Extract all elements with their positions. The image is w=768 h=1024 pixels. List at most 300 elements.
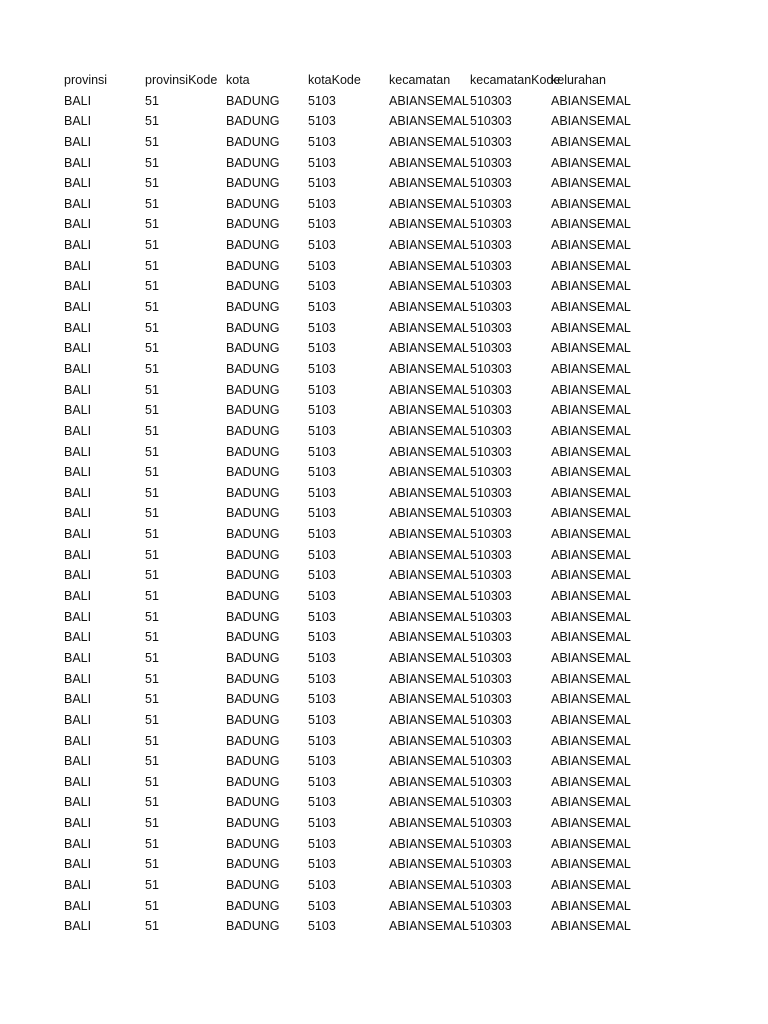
table-cell[interactable]: 5103 (308, 609, 336, 624)
table-cell[interactable]: ABIANSEMAL (551, 300, 631, 315)
table-cell[interactable]: ABIANSEMAL (551, 196, 631, 211)
table-cell[interactable]: 51 (145, 857, 159, 872)
table-cell[interactable]: ABIANSEMAL (551, 93, 631, 108)
table-cell[interactable]: 5103 (308, 196, 336, 211)
table-cell[interactable]: BALI (64, 217, 92, 232)
table-cell[interactable]: 5103 (308, 527, 336, 542)
table-cell[interactable]: BALI (64, 134, 92, 149)
table-cell[interactable]: 5103 (308, 547, 336, 562)
table-cell[interactable]: ABIANSEMAL (389, 465, 469, 480)
table-cell[interactable]: ABIANSEMAL (551, 320, 631, 335)
table-cell[interactable]: ABIANSEMAL (551, 423, 631, 438)
table-cell[interactable]: 51 (145, 361, 159, 376)
table-cell[interactable]: 510303 (470, 547, 512, 562)
column-header[interactable]: provinsiKode (145, 73, 218, 87)
table-cell[interactable]: 51 (145, 403, 159, 418)
table-row (64, 669, 704, 690)
table-cell[interactable]: BADUNG (226, 485, 280, 500)
table-cell[interactable]: ABIANSEMAL (389, 444, 469, 459)
table-cell[interactable]: 510303 (470, 258, 512, 273)
table-cell[interactable]: 51 (145, 568, 159, 583)
table-cell[interactable]: ABIANSEMAL (389, 258, 469, 273)
table-cell[interactable]: BADUNG (226, 589, 280, 604)
table-cell[interactable]: 5103 (308, 671, 336, 686)
table-cell[interactable]: BALI (64, 733, 92, 748)
table-cell[interactable]: 5103 (308, 692, 336, 707)
table-cell[interactable]: 510303 (470, 836, 512, 851)
table-cell[interactable]: 51 (145, 547, 159, 562)
table-cell[interactable]: ABIANSEMAL (389, 609, 469, 624)
table-cell[interactable]: 5103 (308, 300, 336, 315)
table-cell[interactable]: 5103 (308, 114, 336, 129)
table-cell[interactable]: ABIANSEMAL (551, 382, 631, 397)
table-cell[interactable]: ABIANSEMAL (389, 320, 469, 335)
table-cell[interactable]: BADUNG (226, 650, 280, 665)
table-cell[interactable]: ABIANSEMAL (389, 857, 469, 872)
table-cell[interactable]: BADUNG (226, 217, 280, 232)
table-cell[interactable]: ABIANSEMAL (551, 774, 631, 789)
table-cell[interactable]: 51 (145, 877, 159, 892)
table-cell[interactable]: 51 (145, 506, 159, 521)
table-cell[interactable]: ABIANSEMAL (551, 568, 631, 583)
table-cell[interactable]: BADUNG (226, 114, 280, 129)
table-cell[interactable]: 5103 (308, 877, 336, 892)
table-cell[interactable]: 5103 (308, 238, 336, 253)
table-cell[interactable]: 51 (145, 196, 159, 211)
table-cell[interactable]: 510303 (470, 341, 512, 356)
table-cell[interactable]: 51 (145, 589, 159, 604)
table-cell[interactable]: ABIANSEMAL (551, 754, 631, 769)
table-cell[interactable]: BADUNG (226, 857, 280, 872)
table-cell[interactable]: 51 (145, 733, 159, 748)
table-cell[interactable]: 5103 (308, 382, 336, 397)
table-cell[interactable]: 51 (145, 423, 159, 438)
table-cell[interactable]: BADUNG (226, 877, 280, 892)
table-cell[interactable]: ABIANSEMAL (551, 176, 631, 191)
table-cell[interactable]: ABIANSEMAL (389, 196, 469, 211)
table-cell[interactable]: BALI (64, 361, 92, 376)
table-cell[interactable]: ABIANSEMAL (551, 279, 631, 294)
table-cell[interactable]: 51 (145, 527, 159, 542)
table-cell[interactable]: 51 (145, 382, 159, 397)
table-cell[interactable]: 51 (145, 444, 159, 459)
table-cell[interactable]: ABIANSEMAL (389, 733, 469, 748)
table-cell[interactable]: 5103 (308, 341, 336, 356)
table-cell[interactable]: 51 (145, 836, 159, 851)
table-cell[interactable]: ABIANSEMAL (551, 836, 631, 851)
table-cell[interactable]: ABIANSEMAL (389, 300, 469, 315)
table-cell[interactable]: 51 (145, 650, 159, 665)
table-cell[interactable]: ABIANSEMAL (551, 361, 631, 376)
table-cell[interactable]: 51 (145, 898, 159, 913)
table-cell[interactable]: ABIANSEMAL (551, 609, 631, 624)
table-cell[interactable]: ABIANSEMAL (551, 795, 631, 810)
table-cell[interactable]: BALI (64, 609, 92, 624)
table-cell[interactable]: ABIANSEMAL (389, 93, 469, 108)
table-cell[interactable]: BALI (64, 279, 92, 294)
table-cell[interactable]: ABIANSEMAL (389, 527, 469, 542)
table-cell[interactable]: 510303 (470, 444, 512, 459)
table-cell[interactable]: ABIANSEMAL (389, 650, 469, 665)
table-cell[interactable]: 51 (145, 93, 159, 108)
table-cell[interactable]: BALI (64, 444, 92, 459)
table-cell[interactable]: 5103 (308, 816, 336, 831)
table-row (64, 524, 704, 545)
table-cell[interactable]: 510303 (470, 857, 512, 872)
table-cell[interactable]: 510303 (470, 238, 512, 253)
table-cell[interactable]: 51 (145, 279, 159, 294)
table-cell[interactable]: BADUNG (226, 816, 280, 831)
table-cell[interactable]: BALI (64, 816, 92, 831)
table-cell[interactable]: BADUNG (226, 238, 280, 253)
table-cell[interactable]: ABIANSEMAL (551, 877, 631, 892)
table-cell[interactable]: BALI (64, 506, 92, 521)
table-cell[interactable]: 5103 (308, 134, 336, 149)
table-cell[interactable]: ABIANSEMAL (389, 217, 469, 232)
table-cell[interactable]: 5103 (308, 485, 336, 500)
table-cell[interactable]: BALI (64, 155, 92, 170)
table-cell[interactable]: 510303 (470, 423, 512, 438)
table-cell[interactable]: 510303 (470, 692, 512, 707)
table-cell[interactable]: 5103 (308, 898, 336, 913)
table-cell[interactable]: BALI (64, 320, 92, 335)
table-cell[interactable]: 510303 (470, 774, 512, 789)
column-header[interactable]: kelurahan (551, 73, 606, 87)
table-cell[interactable]: 510303 (470, 589, 512, 604)
table-cell[interactable]: 510303 (470, 403, 512, 418)
table-cell[interactable]: ABIANSEMAL (551, 857, 631, 872)
table-cell[interactable]: 510303 (470, 733, 512, 748)
table-cell[interactable]: 51 (145, 485, 159, 500)
table-cell[interactable]: BALI (64, 527, 92, 542)
table-cell[interactable]: BADUNG (226, 93, 280, 108)
table-cell[interactable]: 510303 (470, 795, 512, 810)
table-cell[interactable]: 510303 (470, 279, 512, 294)
table-cell[interactable]: BADUNG (226, 568, 280, 583)
table-cell[interactable]: ABIANSEMAL (389, 589, 469, 604)
column-header[interactable]: kota (226, 73, 250, 87)
table-cell[interactable]: ABIANSEMAL (551, 238, 631, 253)
table-cell[interactable]: BALI (64, 898, 92, 913)
table-cell[interactable]: BALI (64, 547, 92, 562)
table-cell[interactable]: 51 (145, 300, 159, 315)
table-cell[interactable]: BADUNG (226, 733, 280, 748)
table-cell[interactable]: ABIANSEMAL (389, 630, 469, 645)
table-cell[interactable]: 5103 (308, 650, 336, 665)
table-cell[interactable]: 5103 (308, 795, 336, 810)
table-cell[interactable]: ABIANSEMAL (551, 403, 631, 418)
table-cell[interactable]: 5103 (308, 589, 336, 604)
table-cell[interactable]: ABIANSEMAL (389, 176, 469, 191)
table-cell[interactable]: BALI (64, 877, 92, 892)
table-cell[interactable]: BADUNG (226, 506, 280, 521)
table-cell[interactable]: 510303 (470, 382, 512, 397)
table-cell[interactable]: BALI (64, 712, 92, 727)
table-cell[interactable]: BADUNG (226, 134, 280, 149)
table-cell[interactable]: 5103 (308, 444, 336, 459)
table-cell[interactable]: 51 (145, 176, 159, 191)
table-cell[interactable]: 5103 (308, 217, 336, 232)
table-cell[interactable]: 51 (145, 816, 159, 831)
table-row (64, 297, 704, 318)
table-cell[interactable]: 51 (145, 630, 159, 645)
table-cell[interactable]: ABIANSEMAL (551, 155, 631, 170)
table-cell[interactable]: ABIANSEMAL (389, 238, 469, 253)
table-cell[interactable]: 5103 (308, 568, 336, 583)
table-cell[interactable]: 510303 (470, 671, 512, 686)
table-cell[interactable]: 51 (145, 712, 159, 727)
table-cell[interactable]: BADUNG (226, 671, 280, 686)
table-cell[interactable]: BALI (64, 754, 92, 769)
table-cell[interactable]: ABIANSEMAL (389, 341, 469, 356)
table-cell[interactable]: BADUNG (226, 196, 280, 211)
table-cell[interactable]: ABIANSEMAL (389, 423, 469, 438)
table-cell[interactable]: 5103 (308, 919, 336, 934)
table-cell[interactable]: 510303 (470, 568, 512, 583)
table-cell[interactable]: ABIANSEMAL (389, 712, 469, 727)
table-cell[interactable]: BALI (64, 589, 92, 604)
table-cell[interactable]: ABIANSEMAL (551, 258, 631, 273)
table-cell[interactable]: 51 (145, 754, 159, 769)
table-cell[interactable]: 51 (145, 774, 159, 789)
table-cell[interactable]: ABIANSEMAL (551, 692, 631, 707)
table-cell[interactable]: ABIANSEMAL (551, 217, 631, 232)
table-cell[interactable]: 51 (145, 919, 159, 934)
table-cell[interactable]: ABIANSEMAL (389, 382, 469, 397)
table-cell[interactable]: 5103 (308, 506, 336, 521)
table-cell[interactable]: 510303 (470, 217, 512, 232)
table-cell[interactable]: ABIANSEMAL (551, 919, 631, 934)
table-cell[interactable]: ABIANSEMAL (389, 403, 469, 418)
table-cell[interactable]: ABIANSEMAL (389, 485, 469, 500)
table-cell[interactable]: BADUNG (226, 382, 280, 397)
table-cell[interactable]: ABIANSEMAL (389, 774, 469, 789)
table-cell[interactable]: BALI (64, 774, 92, 789)
table-cell[interactable]: ABIANSEMAL (389, 671, 469, 686)
table-cell[interactable]: ABIANSEMAL (551, 630, 631, 645)
table-cell[interactable]: BADUNG (226, 341, 280, 356)
table-cell[interactable]: ABIANSEMAL (551, 134, 631, 149)
table-cell[interactable]: BADUNG (226, 547, 280, 562)
table-cell[interactable]: 5103 (308, 279, 336, 294)
table-cell[interactable]: 510303 (470, 527, 512, 542)
table-cell[interactable]: 5103 (308, 361, 336, 376)
table-cell[interactable]: 5103 (308, 403, 336, 418)
table-cell[interactable]: BALI (64, 176, 92, 191)
table-cell[interactable]: ABIANSEMAL (389, 568, 469, 583)
table-cell[interactable]: 51 (145, 465, 159, 480)
table-cell[interactable]: BADUNG (226, 155, 280, 170)
table-cell[interactable]: BADUNG (226, 258, 280, 273)
table-cell[interactable]: ABIANSEMAL (551, 465, 631, 480)
table-cell[interactable]: BALI (64, 650, 92, 665)
table-cell[interactable]: BADUNG (226, 609, 280, 624)
table-cell[interactable]: 5103 (308, 258, 336, 273)
table-cell[interactable]: ABIANSEMAL (389, 754, 469, 769)
table-cell[interactable]: ABIANSEMAL (551, 589, 631, 604)
table-cell[interactable]: BALI (64, 238, 92, 253)
table-cell[interactable]: ABIANSEMAL (551, 671, 631, 686)
column-header[interactable]: provinsi (64, 73, 108, 87)
table-cell[interactable]: 51 (145, 114, 159, 129)
table-cell[interactable]: BALI (64, 465, 92, 480)
column-header[interactable]: kecamatanKode (470, 73, 561, 87)
table-cell[interactable]: 5103 (308, 712, 336, 727)
table-cell[interactable]: 5103 (308, 93, 336, 108)
table-cell[interactable]: BALI (64, 382, 92, 397)
table-cell[interactable]: 5103 (308, 423, 336, 438)
table-cell[interactable]: BALI (64, 671, 92, 686)
table-cell[interactable]: ABIANSEMAL (551, 816, 631, 831)
table-cell[interactable]: 510303 (470, 485, 512, 500)
table-cell[interactable]: BADUNG (226, 320, 280, 335)
table-cell[interactable]: BADUNG (226, 630, 280, 645)
table-cell[interactable]: 510303 (470, 114, 512, 129)
table-cell[interactable]: BADUNG (226, 692, 280, 707)
table-cell[interactable]: 5103 (308, 733, 336, 748)
table-cell[interactable]: ABIANSEMAL (551, 650, 631, 665)
table-cell[interactable]: ABIANSEMAL (551, 712, 631, 727)
table-cell[interactable]: 51 (145, 609, 159, 624)
table-cell[interactable]: 5103 (308, 836, 336, 851)
table-cell[interactable]: 510303 (470, 898, 512, 913)
table-cell[interactable]: ABIANSEMAL (389, 919, 469, 934)
table-cell[interactable]: BADUNG (226, 300, 280, 315)
table-cell[interactable]: 510303 (470, 176, 512, 191)
table-cell[interactable]: 51 (145, 258, 159, 273)
table-cell[interactable]: BALI (64, 919, 92, 934)
table-cell[interactable]: ABIANSEMAL (389, 279, 469, 294)
table-cell[interactable]: BADUNG (226, 836, 280, 851)
table-cell[interactable]: BADUNG (226, 774, 280, 789)
table-cell[interactable]: 5103 (308, 857, 336, 872)
table-cell[interactable]: BALI (64, 692, 92, 707)
table-cell[interactable]: 5103 (308, 155, 336, 170)
table-cell[interactable]: 510303 (470, 650, 512, 665)
table-cell[interactable]: ABIANSEMAL (551, 506, 631, 521)
table-cell[interactable]: 5103 (308, 630, 336, 645)
table-cell[interactable]: ABIANSEMAL (551, 898, 631, 913)
table-cell[interactable]: ABIANSEMAL (389, 114, 469, 129)
table-cell[interactable]: BALI (64, 93, 92, 108)
table-cell[interactable]: BADUNG (226, 919, 280, 934)
table-cell[interactable]: BALI (64, 568, 92, 583)
table-cell[interactable]: 510303 (470, 196, 512, 211)
table-cell[interactable]: 51 (145, 238, 159, 253)
table-cell[interactable]: BADUNG (226, 465, 280, 480)
table-cell[interactable]: BALI (64, 403, 92, 418)
table-row (64, 400, 704, 421)
table-cell[interactable]: ABIANSEMAL (389, 547, 469, 562)
table-cell[interactable]: BADUNG (226, 176, 280, 191)
table-cell[interactable]: BALI (64, 857, 92, 872)
table-cell[interactable]: BADUNG (226, 754, 280, 769)
table-cell[interactable]: BALI (64, 836, 92, 851)
table-cell[interactable]: ABIANSEMAL (389, 836, 469, 851)
table-cell[interactable]: 510303 (470, 320, 512, 335)
table-cell[interactable]: ABIANSEMAL (389, 155, 469, 170)
table-cell[interactable]: ABIANSEMAL (389, 361, 469, 376)
table-cell[interactable]: BADUNG (226, 423, 280, 438)
table-cell[interactable]: ABIANSEMAL (389, 795, 469, 810)
table-cell[interactable]: 510303 (470, 919, 512, 934)
table-cell[interactable]: BALI (64, 258, 92, 273)
table-cell[interactable]: BADUNG (226, 361, 280, 376)
table-cell[interactable]: 510303 (470, 630, 512, 645)
table-cell[interactable]: 51 (145, 341, 159, 356)
table-cell[interactable]: 510303 (470, 816, 512, 831)
table-cell[interactable]: 510303 (470, 754, 512, 769)
table-cell[interactable]: ABIANSEMAL (551, 733, 631, 748)
table-cell[interactable]: 5103 (308, 774, 336, 789)
table-cell[interactable]: 510303 (470, 465, 512, 480)
table-cell[interactable]: ABIANSEMAL (389, 134, 469, 149)
table-cell[interactable]: 510303 (470, 712, 512, 727)
column-header[interactable]: kotaKode (308, 73, 361, 87)
table-cell[interactable]: BADUNG (226, 279, 280, 294)
table-cell[interactable]: 51 (145, 795, 159, 810)
table-cell[interactable]: 51 (145, 155, 159, 170)
table-cell[interactable]: ABIANSEMAL (551, 527, 631, 542)
table-cell[interactable]: ABIANSEMAL (551, 444, 631, 459)
table-cell[interactable]: BADUNG (226, 712, 280, 727)
table-cell[interactable]: ABIANSEMAL (389, 877, 469, 892)
table-cell[interactable]: ABIANSEMAL (551, 547, 631, 562)
table-cell[interactable]: 510303 (470, 155, 512, 170)
table-cell[interactable]: BALI (64, 423, 92, 438)
table-cell[interactable]: BALI (64, 300, 92, 315)
table-cell[interactable]: BALI (64, 795, 92, 810)
table-cell[interactable]: 510303 (470, 877, 512, 892)
table-cell[interactable]: ABIANSEMAL (551, 341, 631, 356)
table-row (64, 276, 704, 297)
column-header[interactable]: kecamatan (389, 73, 451, 87)
table-cell[interactable]: 510303 (470, 300, 512, 315)
table-cell[interactable]: 51 (145, 217, 159, 232)
table-cell[interactable]: BADUNG (226, 898, 280, 913)
table-cell[interactable]: 51 (145, 692, 159, 707)
table-cell[interactable]: ABIANSEMAL (551, 114, 631, 129)
table-cell[interactable]: BALI (64, 630, 92, 645)
table-cell[interactable]: 5103 (308, 176, 336, 191)
table-cell[interactable]: BALI (64, 341, 92, 356)
table-cell[interactable]: 510303 (470, 361, 512, 376)
table-cell[interactable]: 51 (145, 134, 159, 149)
table-cell[interactable]: ABIANSEMAL (389, 692, 469, 707)
table-cell[interactable]: 5103 (308, 465, 336, 480)
table-cell[interactable]: BALI (64, 485, 92, 500)
table-cell[interactable]: 510303 (470, 93, 512, 108)
table-cell[interactable]: BADUNG (226, 444, 280, 459)
table-cell[interactable]: 5103 (308, 320, 336, 335)
table-cell[interactable]: BADUNG (226, 795, 280, 810)
table-cell[interactable]: ABIANSEMAL (551, 485, 631, 500)
table-cell[interactable]: BADUNG (226, 527, 280, 542)
table-cell[interactable]: ABIANSEMAL (389, 898, 469, 913)
table-cell[interactable]: ABIANSEMAL (389, 816, 469, 831)
table-cell[interactable]: BALI (64, 114, 92, 129)
table-row (64, 875, 704, 896)
table-cell[interactable]: BADUNG (226, 403, 280, 418)
table-cell[interactable]: 510303 (470, 506, 512, 521)
table-cell[interactable]: BALI (64, 196, 92, 211)
table-cell[interactable]: 5103 (308, 754, 336, 769)
table-cell[interactable]: 510303 (470, 134, 512, 149)
table-cell[interactable]: ABIANSEMAL (389, 506, 469, 521)
table-cell[interactable]: 51 (145, 320, 159, 335)
table-cell[interactable]: 510303 (470, 609, 512, 624)
table-cell[interactable]: 51 (145, 671, 159, 686)
